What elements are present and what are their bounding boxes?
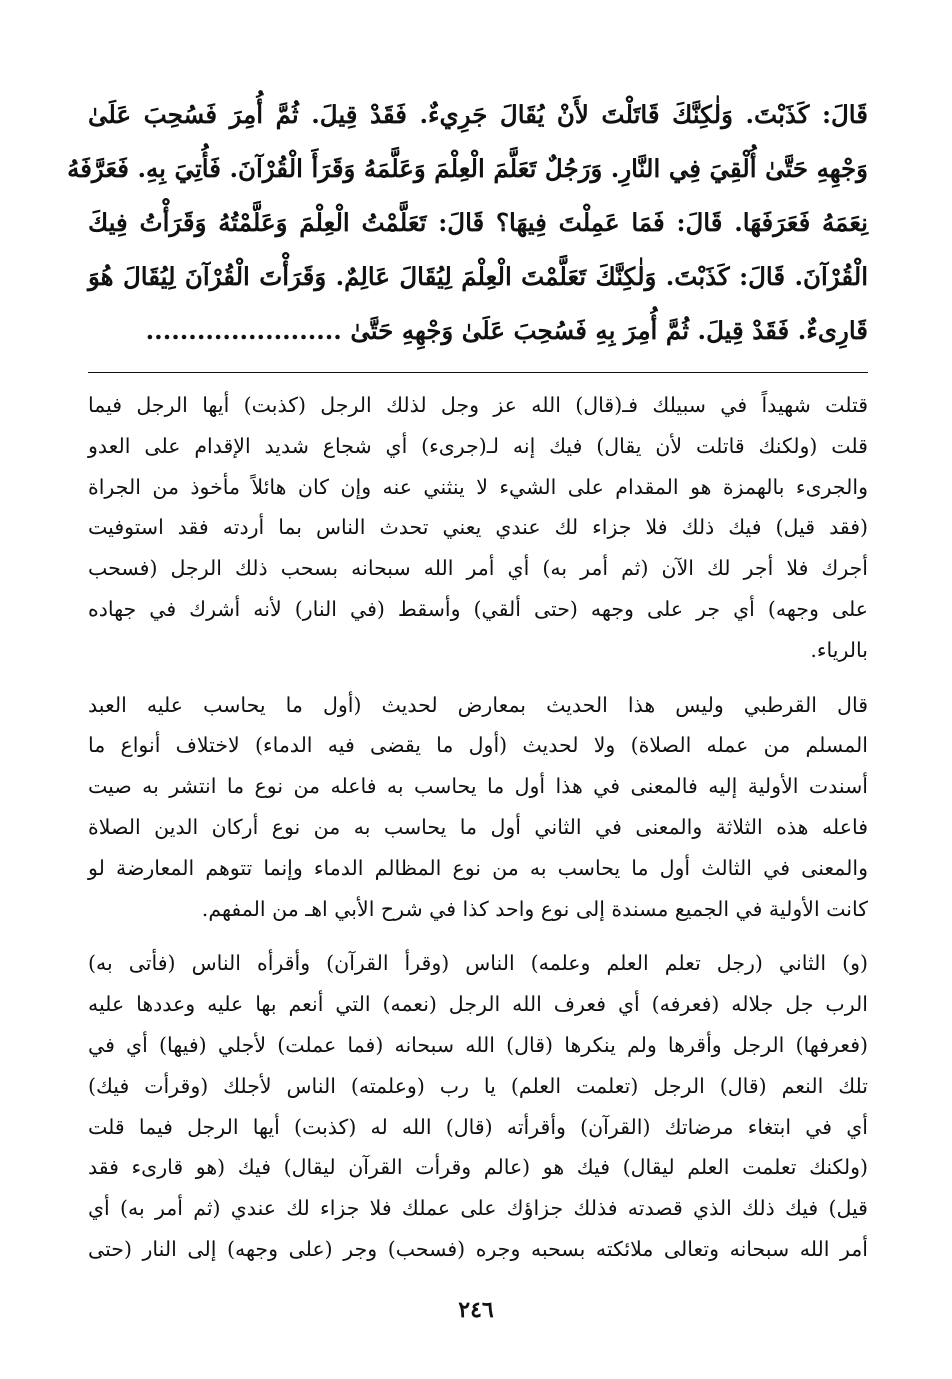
commentary-line: أمر الله سبحانه وتعالى ملائكته بسحبه وجره (فسحب) وجر (على وجهه) إلى النار (حتى <box>88 1236 868 1261</box>
commentary-line: أي في ابتغاء مرضاتك (القرآن) وأقرأته (قال) الله له (كذبت) أيها الرجل فيما قلت <box>88 1114 868 1139</box>
page-number: ٢٤٦ <box>458 1297 494 1323</box>
commentary-line: (فعرفها) الرجل وأقرها ولم ينكرها (قال) الله سبحانه (فما عملت) لأجلي (فيها) أي في <box>88 1032 868 1057</box>
hadith-line: قَارِىءٌ. فَقَدْ قِيلَ. ثُمَّ أُمِرَ بِهِ فَسُحِبَ عَلَىٰ وَجْهِهِ حَتَّىٰ ....................... <box>145 316 868 345</box>
commentary-line: (و) الثاني (رجل تعلم العلم وعلمه) الناس (وقرأ القرآن) وأقرأه الناس (فأتى به) <box>88 951 868 976</box>
commentary-line: (ولكنك تعلمت العلم ليقال) فيك هو (عالم وقرأت القرآن ليقال) فيك (هو قارىء فقد <box>88 1155 868 1180</box>
commentary-line: على وجهه) أي جر على وجهه (حتى ألقي) وأسقط (في النار) لأنه أشرك في جهاده <box>88 596 868 621</box>
commentary-line: والجرىء بالهمزة هو المقدام على الشيء لا ينثني عنه وإن كان هائلاً مأخوذ من الجراة <box>88 474 868 499</box>
commentary-line: قيل) فيك ذلك الذي قصدته فذلك جزاؤك على عملك فلا جزاء لك عندي (ثم أمر به) أي <box>88 1196 868 1221</box>
commentary-line: أجرك فلا أجر لك الآن (ثم أمر به) أي أمر الله سبحانه بسحب ذلك الرجل (فسحب <box>88 556 868 581</box>
commentary-line: قال القرطبي وليس هذا الحديث بمعارض لحديث (أول ما يحاسب عليه العبد <box>88 692 868 717</box>
commentary-line: قلت (ولكنك قاتلت لأن يقال) فيك إنه لـ(جرىء) أي شجاع شديد الإقدام على العدو <box>88 433 868 458</box>
commentary-line: قتلت شهيداً في سبيلك فـ(قال) الله عز وجل لذلك الرجل (كذبت) أيها الرجل فيما <box>88 393 868 417</box>
commentary-line: فاعله هذه الثلاثة والمعنى في الثاني أول ما يحاسب به من نوع أركان الدين الصلاة <box>88 814 868 839</box>
hadith-line: وَجْهِهِ حَتَّىٰ أُلْقِيَ فِي النَّارِ. وَرَجُلٌ تَعَلَّمَ الْعِلْمَ وَعَلَّمَهُ وَقَرَأَ الْقُرْآنَ. فَأُتِيَ بِهِ. فَعَرَّفَهُ <box>67 154 868 183</box>
commentary-line: (فقد قيل) فيك ذلك فلا جزاء لك عندي يعني تحدث الناس بما أردته فقد استوفيت <box>88 515 868 540</box>
hadith-text <box>67 88 868 358</box>
hadith-line: نِعَمَهُ فَعَرَفَهَا. قَالَ: فَمَا عَمِلْتَ فِيهَا؟ قَالَ: تَعَلَّمْتُ الْعِلْمَ وَعَلَّمْتُهُ وَقَرَأْتُ فِيكَ <box>88 208 868 237</box>
commentary-line: بالرياء. <box>810 637 868 662</box>
commentary-line: المسلم من عمله الصلاة) ولا لحديث (أول ما يقضى فيه الدماء) لاختلاف أنواع ما <box>88 733 868 758</box>
hadith-line: قَالَ: كَذَبْتَ. وَلٰكِنَّكَ قَاتَلْتَ لأَنْ يُقَالَ جَرِيءٌ. فَقَدْ قِيلَ. ثُمَّ أُمِرَ فَسُحِبَ عَلَىٰ <box>88 100 868 129</box>
hadith-line: الْقُرْآنَ. قَالَ: كَذَبْتَ. وَلٰكِنَّكَ تَعَلَّمْتَ الْعِلْمَ لِيُقَالَ عَالِمٌ. وَقَرَأْتَ الْقُرْآنَ لِيُقَالَ هُوَ <box>88 262 868 291</box>
separator-rule <box>88 372 868 373</box>
commentary-paragraph <box>88 685 868 930</box>
commentary-line: تلك النعم (قال) الرجل (تعلمت العلم) يا رب (وعلمته) الناس لأجلك (وقرأت فيك) <box>88 1073 868 1098</box>
commentary-paragraph <box>88 385 868 671</box>
book-page <box>67 88 868 1284</box>
commentary-paragraph <box>88 943 868 1269</box>
commentary-line: الرب جل جلاله (فعرفه) أي فعرف الله الرجل (نعمه) التي أنعم بها عليه وعددها عليه <box>88 992 868 1017</box>
commentary <box>88 385 868 1270</box>
commentary-line: كانت الأولية في الجميع مسندة إلى نوع واحد كذا في شرح الأبي اهـ من المفهم. <box>201 896 868 921</box>
commentary-line: أسندت الأولية إليه فالمعنى في هذا أول ما يحاسب به فاعله من نوع ما انتشر به صيت <box>88 774 868 799</box>
commentary-line: والمعنى في الثالث أول ما يحاسب به من نوع المظالم الدماء وإنما تتوهم المعارضة لو <box>88 855 868 880</box>
